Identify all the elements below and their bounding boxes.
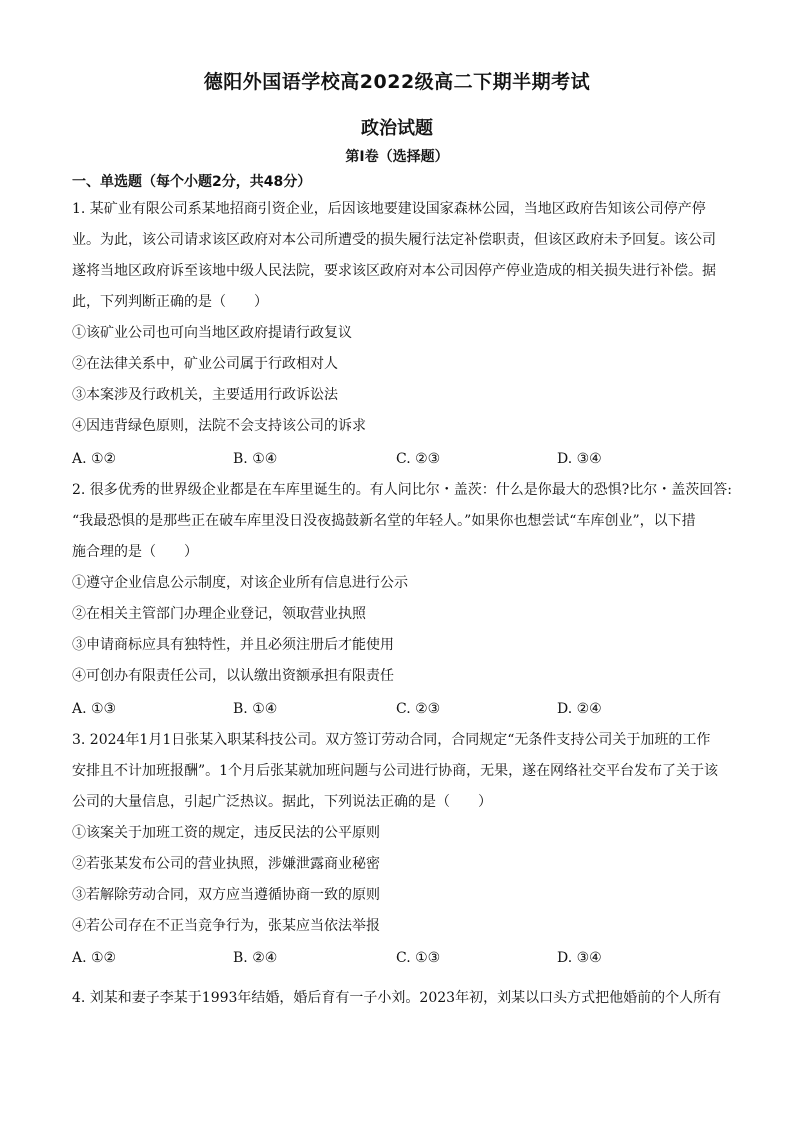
question-2-stem-line: 施合理的是（ ） [72,544,198,560]
question-2-option-b: B. ①④ [233,701,278,717]
question-3-item: ④若公司存在不正当竞争行为，张某应当依法举报 [72,918,380,934]
question-3-option-c: C. ①③ [396,950,441,966]
question-3-stem-line: 安排且不计加班报酬”。1个月后张某就加班问题与公司进行协商，无果，遂在网络社交平台发布了关于该 [72,763,719,779]
question-3-stem-line: 3. 2024年1月1日张某入职某科技公司。双方签订劳动合同，合同规定“无条件支持公司关于加班的工作 [72,732,711,748]
question-3-option-a: A. ①② [72,950,117,966]
question-2-option-c: C. ②③ [396,701,441,717]
question-1-stem-line: 1. 某矿业有限公司系某地招商引资企业，后因该地要建设国家森林公园，当地区政府告知该公司停产停 [72,201,706,217]
question-2-item: ③申请商标应具有独特性，并且必须注册后才能使用 [72,637,394,653]
question-1-item: ③本案涉及行政机关，主要适用行政诉讼法 [72,387,338,403]
volume-title: 第Ⅰ卷（选择题） [345,149,449,165]
question-2-option-d: D. ②④ [557,701,602,717]
question-3-item: ③若解除劳动合同，双方应当遵循协商一致的原则 [72,887,380,903]
question-2-stem-line: 2. 很多优秀的世界级企业都是在车库里诞生的。有人问比尔・盖茨：什么是你最大的恐惧?比尔・盖茨回答: [72,482,732,498]
question-3-stem-line: 公司的大量信息，引起广泛热议。据此，下列说法正确的是（ ） [72,794,492,810]
subject-title: 政治试题 [361,118,433,139]
question-1-item: ④因违背绿色原则，法院不会支持该公司的诉求 [72,418,366,434]
question-1-option-a: A. ①② [72,451,117,467]
question-4-stem-line: 4. 刘某和妻子李某于1993年结婚，婚后育有一子小刘。2023年初，刘某以口头方式把他婚前的个人所有 [72,990,722,1006]
question-1-option-c: C. ②③ [396,451,441,467]
question-2-item: ②在相关主管部门办理企业登记，领取营业执照 [72,606,366,622]
exam-title: 德阳外国语学校高2022级高二下期半期考试 [203,71,591,93]
question-1-stem-line: 此，下列判断正确的是（ ） [72,294,268,310]
question-3-item: ①该案关于加班工资的规定，违反民法的公平原则 [72,825,380,841]
question-3-option-d: D. ③④ [557,950,602,966]
question-2-option-a: A. ①③ [72,701,117,717]
question-3-item: ②若张某发布公司的营业执照，涉嫌泄露商业秘密 [72,856,380,872]
section-heading: 一、单选题（每个小题2分，共48分） [72,174,312,190]
question-1-stem-line: 遂将当地区政府诉至该地中级人民法院，要求该区政府对本公司因停产停业造成的相关损失进行补偿。据 [72,263,716,279]
question-3-option-b: B. ②④ [233,950,278,966]
question-2-item: ①遵守企业信息公示制度，对该企业所有信息进行公示 [72,575,408,591]
question-1-item: ①该矿业公司也可向当地区政府提请行政复议 [72,325,352,341]
question-2-stem-line: “我最恐惧的是那些正在破车库里没日没夜捣鼓新名堂的年轻人。”如果你也想尝试“车库创业”，以下措 [72,513,696,529]
question-1-item: ②在法律关系中，矿业公司属于行政相对人 [72,356,338,372]
question-2-item: ④可创办有限责任公司，以认缴出资额承担有限责任 [72,668,394,684]
question-1-option-b: B. ①④ [233,451,278,467]
question-1-option-d: D. ③④ [557,451,602,467]
question-1-stem-line: 业。为此，该公司请求该区政府对本公司所遭受的损失履行法定补偿职责，但该区政府未予回复。该公司 [72,232,716,248]
